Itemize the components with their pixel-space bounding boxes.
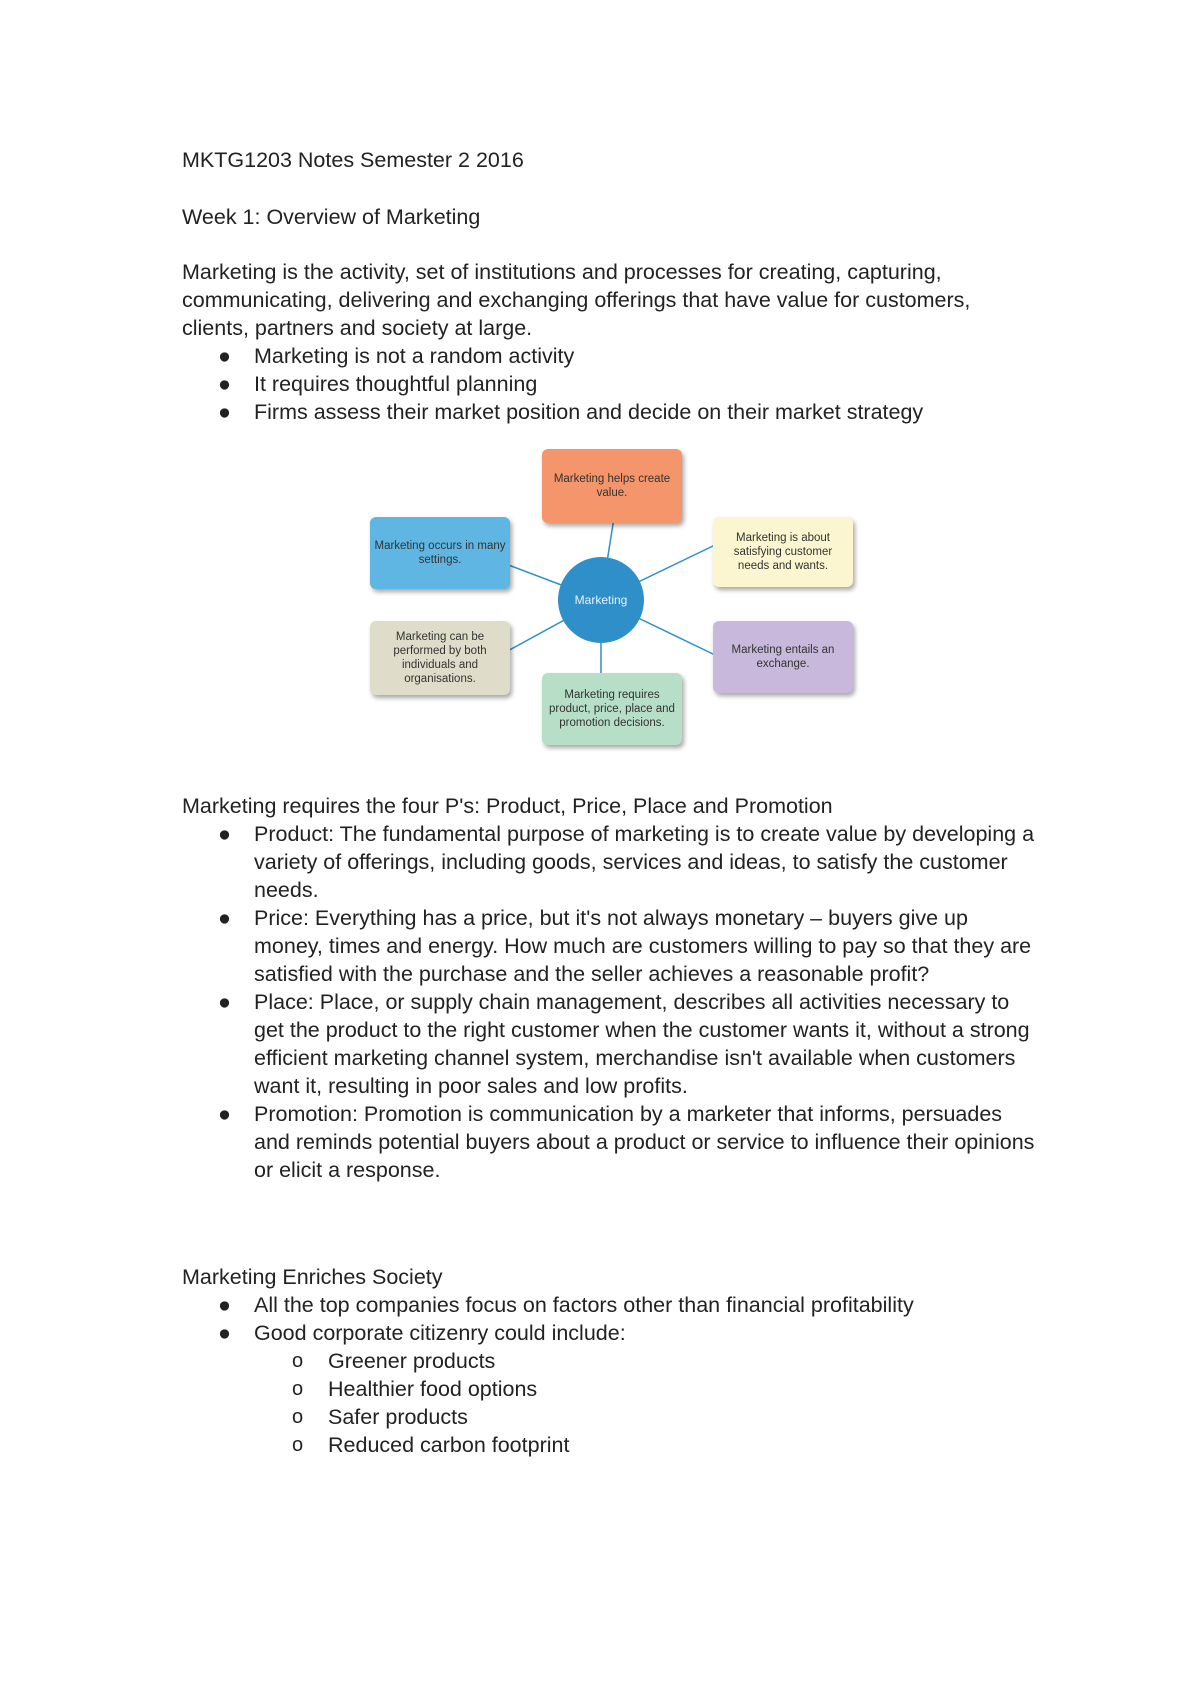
list-item: ● All the top companies focus on factors other than financial profitability: [218, 1293, 914, 1317]
list-item: ● Marketing is not a random activity: [218, 344, 575, 368]
list-item: o Reduced carbon footprint: [292, 1433, 570, 1457]
week-heading: Week 1: Overview of Marketing: [182, 205, 481, 229]
marketing-concept-diagram: [370, 445, 870, 763]
bullet-icon: ●: [218, 990, 231, 1014]
list-item: o Safer products: [292, 1405, 468, 1429]
four-ps-heading: Marketing requires the four P's: Product, Price, Place and Promotion: [182, 794, 833, 818]
diagram-box-bottom-right: Marketing entails an exchange.: [713, 621, 853, 693]
bullet-icon: ●: [218, 822, 231, 846]
four-ps-section: [182, 792, 1042, 1184]
society-list: [182, 1291, 1042, 1347]
four-ps-list: [182, 820, 1042, 1184]
diagram-box-top-right: Marketing is about satisfying customer needs and wants.: [713, 517, 853, 587]
bullet-icon: ●: [218, 1102, 231, 1126]
circle-bullet-icon: o: [292, 1434, 304, 1456]
list-item: ● Product: The fundamental purpose of marketing is to create value by developing a variety of offerings, including goods, services and ideas, to satisfy the customer needs.: [218, 822, 1035, 902]
list-item: ● Firms assess their market position and decide on their market strategy: [218, 400, 924, 424]
diagram-box-bottom: Marketing requires product, price, place and promotion decisions.: [542, 673, 682, 745]
bullet-icon: ●: [218, 1321, 231, 1345]
list-item: ● It requires thoughtful planning: [218, 372, 538, 396]
society-section: [182, 1263, 1042, 1459]
definition-paragraph: Marketing is the activity, set of institutions and processes for creating, capturing, communicating, delivering and exchanging offerings that have value for customers, clients, partners and society at large.: [182, 260, 971, 340]
diagram-box-top: Marketing helps create value.: [542, 449, 682, 523]
list-item: o Greener products: [292, 1349, 496, 1373]
list-item: o Healthier food options: [292, 1377, 538, 1401]
diagram-box-bottom-left: Marketing can be performed by both individuals and organisations.: [370, 621, 510, 695]
bullet-icon: ●: [218, 906, 231, 930]
definition-bullet-list: [182, 342, 1042, 426]
list-item: ● Price: Everything has a price, but it's not always monetary – buyers give up money, times and energy. How much are customers willing to pay so that they are satisfied with the purchase and the seller achieves a reasonable profit?: [218, 906, 1032, 986]
circle-bullet-icon: o: [292, 1406, 304, 1428]
bullet-icon: ●: [218, 372, 231, 396]
diagram-box-top-left: Marketing occurs in many settings.: [370, 517, 510, 589]
circle-bullet-icon: o: [292, 1350, 304, 1372]
document-title: MKTG1203 Notes Semester 2 2016: [182, 148, 524, 172]
circle-bullet-icon: o: [292, 1378, 304, 1400]
definition-section: [182, 258, 1042, 426]
list-item: ● Good corporate citizenry could include:: [218, 1321, 626, 1345]
list-item: ● Promotion: Promotion is communication by a marketer that informs, persuades and reminds potential buyers about a product or service to influence their opinions or elicit a response.: [218, 1102, 1035, 1182]
bullet-icon: ●: [218, 344, 231, 368]
bullet-icon: ●: [218, 400, 231, 424]
society-sub-list: [182, 1347, 1042, 1459]
bullet-icon: ●: [218, 1293, 231, 1317]
list-item: ● Place: Place, or supply chain management, describes all activities necessary to get the product to the right customer when the customer wants it, without a strong efficient marketing channel system, merchandise isn't available when customers want it, resulting in poor sales and low profits.: [218, 990, 1030, 1098]
diagram-center-circle: Marketing: [558, 557, 644, 643]
society-heading: Marketing Enriches Society: [182, 1265, 443, 1289]
